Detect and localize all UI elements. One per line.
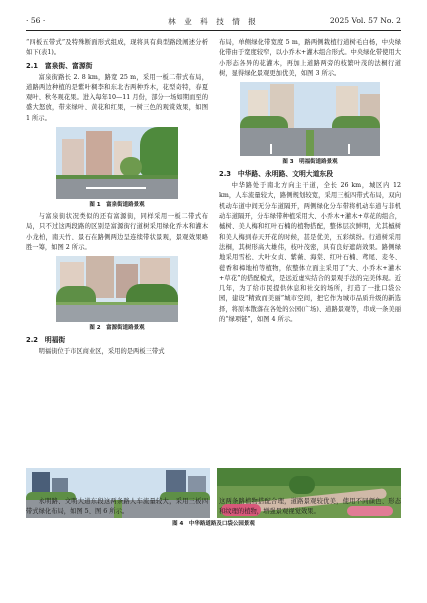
figure-3 [219, 82, 401, 167]
figure-2 [26, 256, 208, 333]
lower-right-paragraph: 这两条路植物搭配合理，道路景观较优美，使用不同颜色、形态和纹理的植物，增强景观视觉效果。 [219, 498, 401, 516]
section-2-1-paragraph-2: 与富泉街状况类似的还有富源街，同样采用一板二带式布局，只不过这两段路的区别是富源街行道树采用绿化乔木和灌木小龙柏，南天竹、景石在路侧两边呈连续带状景观，景观效果略胜一筹，如图 2 所示。 [26, 213, 208, 251]
figure-3-photo [240, 82, 380, 156]
figure-4-caption: 图 4 中华路道路及口袋公园景观 [172, 521, 255, 527]
section-2-3-paragraph-1: 中华路处于南北方向主干道，全长 26 km，城区内 12 km，人车流量较大，路侧规划较宽，采用三板四带式布局，双向机动车道中间无分车道隔开，两侧绿化分车带将机动车道与非机动车道隔开，分车绿带种植采用大、小乔木+灌木+草花的组合，槭树、美人梅和红叶石楠的植物搭配，整体层次鲜明，尤其槭树和美人梅到春天开花的时候，甚是优美，五彩缤纷。行道树采用法桐，其树形高大雄伟，枝叶茂密，具有良好遮荫效果。路侧绿地采用雪松、大叶女贞、紫薇、海棠、红叶石楠、鸢尾、麦冬、蓰香和樟地柏等植物，依整体立面主采用了“大、小乔木+灌木+草花”的搭配模式，是远近虚实结合的景观手法的完美体现。近几年，为了给市民提供休息和社交的场所，打造了一批口袋公园，建设“精致而美丽”城市空间，把它作为城市品质升级的新选择，将原本散落在各处的公园(广场)、道路景观等，串成一条美丽的“绿项链”，如图 4 所示。 [219, 182, 401, 324]
figure-1-photo [56, 127, 178, 199]
section-2-3-heading: 2.3 中华路、永明路、文明大道东段 [219, 170, 333, 179]
section-2-2-heading: 2.2 明福街 [26, 336, 66, 345]
figure-3-caption: 图 3 明福街道路景观 [282, 159, 338, 166]
lower-left-text [26, 497, 208, 518]
figure-1 [26, 127, 208, 210]
lower-right-text [219, 497, 401, 518]
figure-2-caption: 图 2 富源街道路景观 [89, 325, 145, 332]
left-column [26, 38, 208, 358]
section-2-1-paragraph-1: 富泉街路长 2. 8 km，路宽 25 m，采用一板二带式布局，道路两边种植的是紫叶稠李和东北杏两种乔木，花型奇特，春夏观叶、秋冬观花果。进入每年10—11 月份，部分一场如期而至的盛大怒放，带来绿叶、黄花和红果，一树三色的观赏效果，如图 1 所示。 [26, 73, 208, 122]
section-2-2-paragraph-1: 明福街位于市区商业区，采用的是两板三带式 [38, 348, 165, 356]
journal-title: 林 业 科 技 情 报 [168, 17, 259, 26]
intro-paragraph: “四板五带式”及特殊断面形式组成，现将具有典型路段阐述分析如下(表1)。 [26, 39, 208, 57]
page-number: · 56 · [26, 16, 46, 25]
running-header [26, 14, 401, 31]
right-column [219, 38, 401, 325]
figure-1-caption: 图 1 富泉街道路景观 [89, 202, 145, 209]
section-2-2-paragraph-continued: 布局，单侧绿化带宽度 5 m，路两侧栽植行道树毛白杨，中央绿化带由于宽度较窄，以小乔木+灌木组合形式。中央绿化带使用大小形态各异的花灌木，再加上道路两旁的枝繁叶茂的法桐行道树，显得绿化景观更加优美，如图 3 所示。 [219, 39, 401, 77]
figure-2-photo [56, 256, 178, 322]
issue-info: 2025 Vol. 57 No. 2 [329, 16, 401, 25]
section-2-1-heading: 2.1 富泉街、富源街 [26, 61, 93, 70]
lower-left-paragraph: 永明路、文明大道东段这两条路人车流量较大，采用三板四带式绿化布局，如图 5、图 6 所示。 [26, 498, 208, 516]
